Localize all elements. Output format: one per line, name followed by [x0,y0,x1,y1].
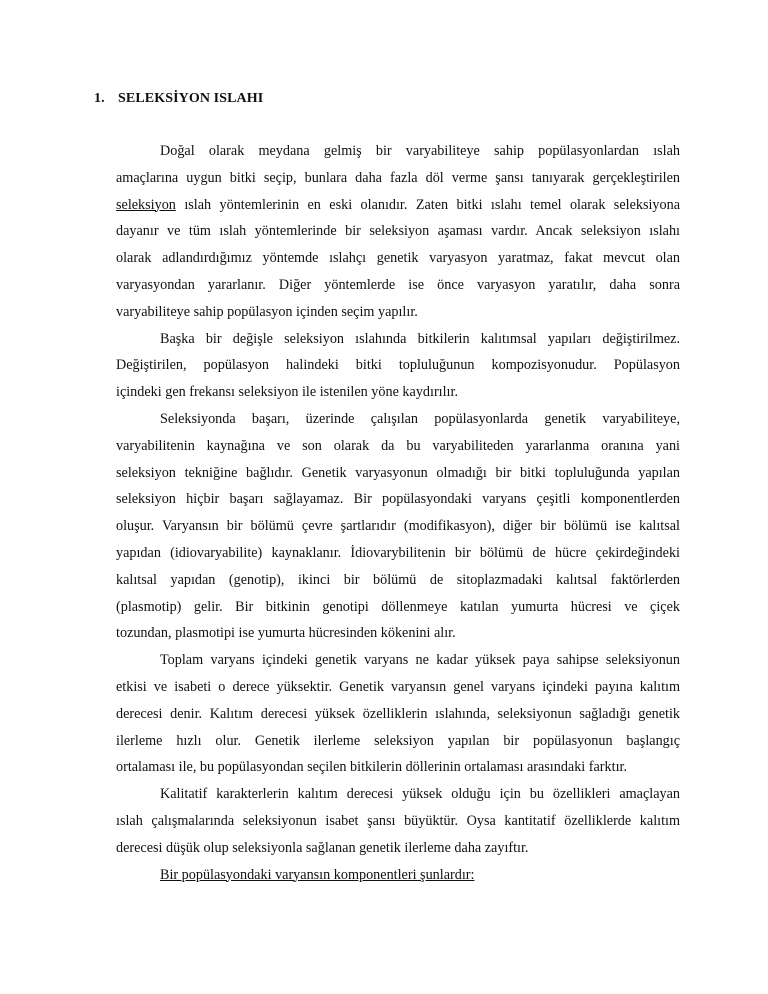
paragraph-line: dayanır ve tüm ıslah yöntemlerinde bir seleksiyon aşaması vardır. Ancak seleksiyon ıslahı [116,223,680,240]
paragraph-line: ıslah çalışmalarında seleksiyonun isabet şansı büyüktür. Oysa kantitatif özelliklerde kalıtım [116,812,680,829]
paragraph-line: amaçlarına uygun bitki seçip, bunlara daha fazla döl verme şansı tanıyarak gerçekleştirilen [116,169,680,186]
document-body [116,140,680,890]
paragraph-line: varyabilitenin kaynağına ve son olarak da bu varyabiliteden yararlanma oranına yani [116,437,680,454]
paragraph-line: etkisi ve isabeti o derece yüksektir. Genetik varyansın genel varyans içindeki payına kalıtım [116,678,680,695]
paragraph-line: Kalitatif karakterlerin kalıtım derecesi yüksek olduğu için bu özellikleri amaçlayan [160,786,680,803]
paragraph-line: kalıtsal yapıdan (genotip), ikinci bir bölümü de sitoplazmadaki kalıtsal faktörlerden [116,571,680,588]
paragraph-line: derecesi düşük olup seleksiyonla sağlanan genetik ilerleme daha zayıftır. [116,839,529,856]
section-heading [94,91,263,107]
paragraph-line: (plasmotip) gelir. Bir bitkinin genotipi döllenmeye katılan yumurta hücresi ve çiçek [116,598,680,615]
paragraph-line: ilerleme hızlı olur. Genetik ilerleme seleksiyon yapılan bir popülasyonun başlangıç [116,732,680,749]
paragraph-line: derecesi denir. Kalıtım derecesi yüksek özelliklerin ıslahında, seleksiyonun sağladığı genetik [116,705,680,722]
paragraph-line: ortalaması ile, bu popülasyondan seçilen bitkilerin döllerinin ortalaması arasındaki farktır. [116,759,627,776]
paragraph-line [116,194,680,221]
paragraph-line: olarak adlandırdığımız yöntemde ıslahçı genetik varyasyon yaratmaz, fakat mevcut olan [116,250,680,267]
section-number: 1. [94,91,105,106]
paragraph-line: Başka bir değişle seleksiyon ıslahında bitkilerin kalıtımsal yapıları değiştirilmez. [160,330,680,347]
paragraph-line: varyabiliteye sahip popülasyon içinden seçim yapılır. [116,303,418,320]
list-intro-line [116,864,680,891]
paragraph-line: varyasyondan yararlanır. Diğer yöntemlerde ise önce varyasyon yaratılır, daha sonra [116,276,680,293]
paragraph-line: içindeki gen frekansı seleksiyon ile istenilen yöne kaydırılır. [116,384,458,401]
paragraph-line: oluşur. Varyansın bir bölümü çevre şartlarıdır (modifikasyon), diğer bir bölümü ise kalıtsal [116,518,680,535]
underlined-term: seleksiyon [116,196,176,213]
section-title: SELEKSİYON ISLAHI [118,91,264,106]
paragraph-line: tozundan, plasmotipi ise yumurta hücresinden kökenini alır. [116,625,456,642]
paragraph-line: seleksiyon tekniğine bağlıdır. Genetik varyasyonun olmadığı bir bitki topluluğunda yapılan [116,464,680,481]
underlined-intro: Bir popülasyondaki varyansın komponentleri şunlardır: [160,866,475,883]
paragraph-line: Seleksiyonda başarı, üzerinde çalışılan popülasyonlarda genetik varyabiliteye, [160,410,680,427]
paragraph-line: Doğal olarak meydana gelmiş bir varyabiliteye sahip popülasyonlardan ıslah [160,143,680,159]
paragraph-line: yapıdan (idiovaryabilite) kaynaklanır. İdiovarybilitenin bir bölümü de hücre çekirdeğindeki [116,544,680,561]
paragraph-line: Değiştirilen, popülasyon halindeki bitki topluluğunun kompozisyonudur. Popülasyon [116,357,680,374]
line-rest: ıslah yöntemlerinin en eski olanıdır. Zaten bitki ıslahı temel olarak seleksiyona [184,196,680,213]
paragraph-line: Toplam varyans içindeki genetik varyans ne kadar yüksek paya sahipse seleksiyonun [160,652,680,669]
paragraph-line: seleksiyon hiçbir başarı sağlayamaz. Bir popülasyondaki varyans çeşitli komponentlerden [116,491,680,508]
